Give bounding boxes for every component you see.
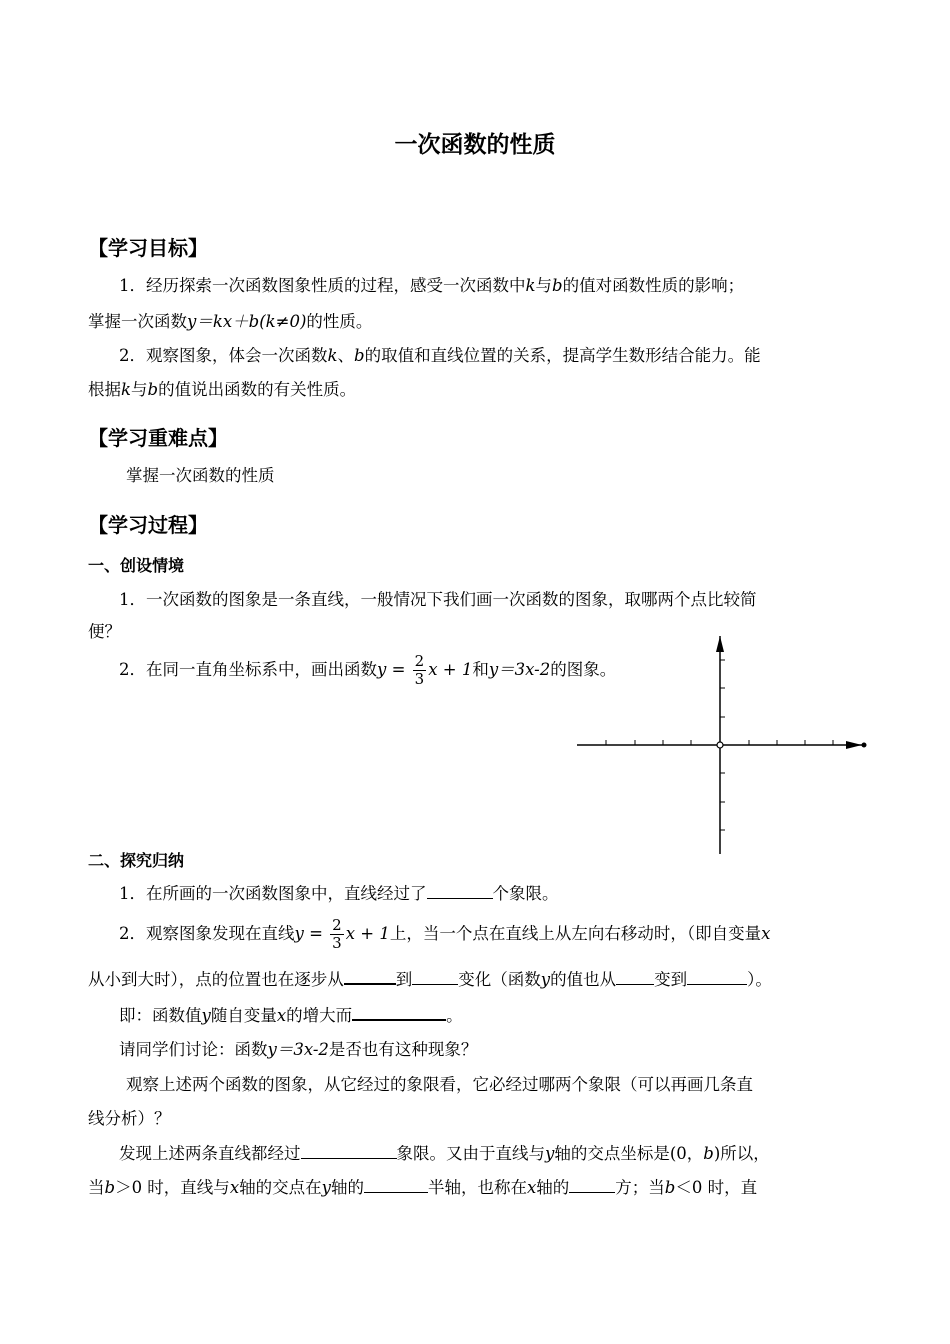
part-2-discussion: 请同学们讨论：函数y＝3x-2是否也有这种现象？ (119, 1040, 478, 1059)
goal-1-line-1: 1．经历探索一次函数图象性质的过程，感受一次函数中k与b的值对函数性质的影响； (119, 276, 745, 295)
coordinate-axes (570, 632, 870, 857)
part-2-observe-line-1: 观察上述两个函数的图象，从它经过的象限看，它必经过哪两个象限（可以再画几条直 (126, 1075, 753, 1094)
part-1-q1-line-1: 1．一次函数的图象是一条直线，一般情况下我们画一次函数的图象，取哪两个点比较简 (119, 590, 757, 609)
part-2-q1: 1．在所画的一次函数图象中，直线经过了 个象限。 (119, 884, 559, 903)
fraction: $\frac{2}{3}$ (332, 916, 342, 952)
part-1-q1-line-2: 便？ (88, 622, 121, 641)
goal-1-line-2: 掌握一次函数y＝kx＋b(k≠0)的性质。 (88, 312, 373, 331)
answer-blank[interactable] (569, 1178, 615, 1193)
part-2-finding-line-1: 发现上述两条直线都经过 象限。又由于直线与y轴的交点坐标是(0，b)所以， (119, 1144, 770, 1163)
goal-2-line-2: 根据k与b的值说出函数的有关性质。 (88, 380, 357, 399)
part-2-q2-line-2: 从小到大时），点的位置也在逐步从 到 变化（函数y的值也从 变到 ）。 (88, 970, 772, 989)
part-2-heading: 二、探究归纳 (88, 851, 185, 870)
part-1-q2: 2．在同一直角坐标系中，画出函数y = $\frac{2}{3}$ x + 1和y＝3x-2的图象。 (119, 652, 617, 688)
part-2-observe-line-2: 线分析）？ (88, 1109, 171, 1128)
y-axis-arrow (716, 636, 724, 652)
answer-blank[interactable] (412, 970, 458, 985)
origin (717, 742, 723, 748)
x-axis-arrow (846, 741, 862, 749)
answer-blank[interactable] (427, 884, 493, 899)
key-point-text: 掌握一次函数的性质 (126, 466, 275, 485)
answer-blank[interactable] (344, 969, 396, 985)
section-goals-heading: 【学习目标】 (88, 236, 208, 260)
answer-blank[interactable] (364, 1178, 428, 1193)
answer-blank[interactable] (301, 1144, 397, 1159)
fraction: $\frac{2}{3}$ (414, 652, 425, 688)
part-2-conclusion: 即：函数值y随自变量x的增大而 。 (119, 1006, 463, 1025)
goal-2-line-1: 2．观察图象，体会一次函数k、b的取值和直线位置的关系，提高学生数形结合能力。能 (119, 346, 761, 365)
answer-blank[interactable] (687, 970, 747, 985)
part-1-heading: 一、创设情境 (88, 556, 185, 575)
page-title: 一次函数的性质 (394, 132, 556, 158)
answer-blank[interactable] (616, 970, 654, 985)
section-key-heading: 【学习重难点】 (88, 426, 228, 450)
section-process-heading: 【学习过程】 (88, 513, 208, 537)
part-2-finding-line-2: 当b＞0 时，直线与x轴的交点在y轴的 半轴，也称在x轴的 方；当b＜0 时，直 (88, 1178, 758, 1197)
part-2-q2-line-1: 2．观察图象发现在直线y = $\frac{2}{3}$ x + 1上，当一个点在直线上从左向右移动时，（即自变量x (119, 916, 771, 952)
x-axis-end-dot (862, 743, 867, 748)
answer-blank[interactable] (352, 1005, 446, 1021)
